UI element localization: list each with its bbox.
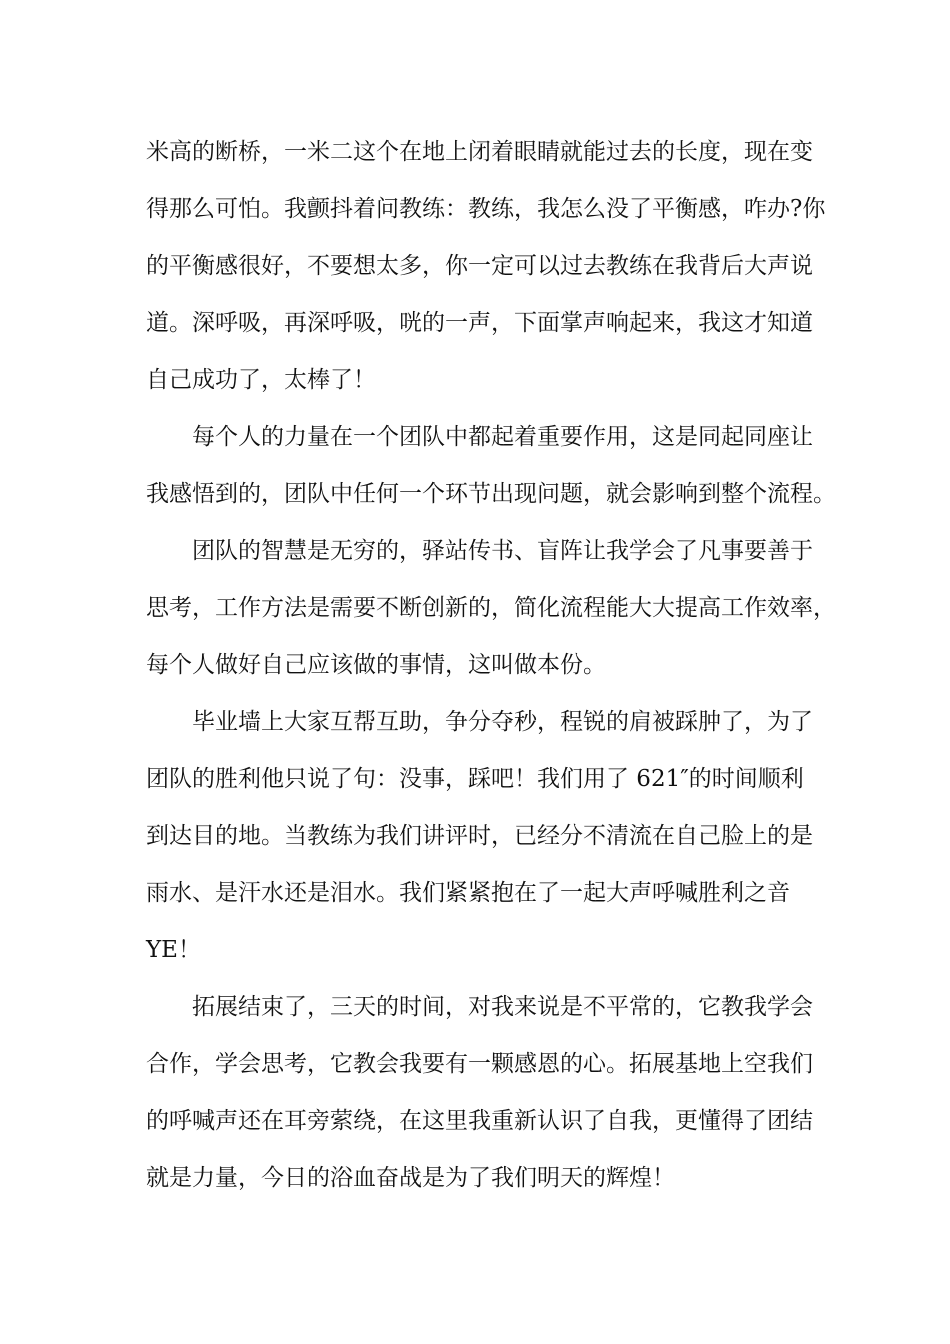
text-line-15: YE！ [146,937,201,963]
paragraph-start-line-6: 每个人的力量在一个团队中都起着重要作用，这是同起同座让 [192,424,813,450]
text-line-14: 雨水、是汗水还是泪水。我们紧紧抱在了一起大声呼喊胜利之音 [146,880,790,906]
document-body [146,124,836,1207]
text-line-1: 米高的断桥，一米二这个在地上闭着眼睛就能过去的长度，现在变 [146,139,813,165]
text-line-5: 自己成功了，太棒了！ [146,367,376,393]
text-line-13: 到达目的地。当教练为我们讲评时，已经分不清流在自己脸上的是 [146,823,813,849]
text-line-9: 思考，工作方法是需要不断创新的，简化流程能大大提高工作效率， [146,595,836,621]
text-line-2: 得那么可怕。我颤抖着问教练：教练，我怎么没了平衡感，咋办?你 [146,196,826,222]
text-line-17: 合作，学会思考，它教会我要有一颗感恩的心。拓展基地上空我们 [146,1051,813,1077]
paragraph-start-line-16: 拓展结束了，三天的时间，对我来说是不平常的，它教我学会 [192,994,813,1020]
text-line-4: 道。深呼吸，再深呼吸，咣的一声，下面掌声响起来，我这才知道 [146,310,813,336]
paragraph-start-line-11: 毕业墙上大家互帮互助，争分夺秒，程锐的肩被踩肿了，为了 [192,709,813,735]
text-line-12: 团队的胜利他只说了句：没事，踩吧！我们用了 621″的时间顺利 [146,766,804,792]
paragraph-start-line-8: 团队的智慧是无穷的，驿站传书、盲阵让我学会了凡事要善于 [192,538,813,564]
text-line-3: 的平衡感很好，不要想太多，你一定可以过去教练在我背后大声说 [146,253,813,279]
text-line-7: 我感悟到的，团队中任何一个环节出现问题，就会影响到整个流程。 [146,481,836,507]
text-line-19: 就是力量，今日的浴血奋战是为了我们明天的辉煌！ [146,1165,675,1191]
text-line-18: 的呼喊声还在耳旁萦绕，在这里我重新认识了自我，更懂得了团结 [146,1108,813,1134]
text-line-10: 每个人做好自己应该做的事情，这叫做本份。 [146,652,606,678]
